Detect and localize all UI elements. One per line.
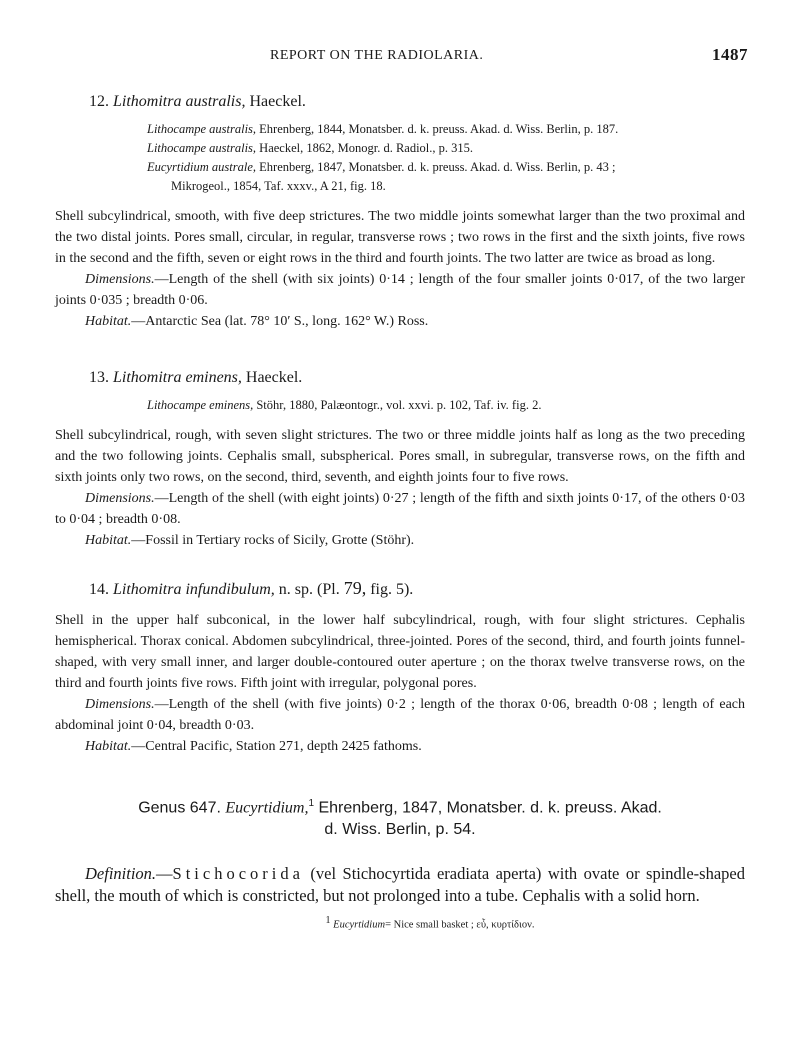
species-name: Lithomitra eminens,: [113, 369, 242, 386]
species-habitat: Habitat.—Fossil in Tertiary rocks of Sicily, Grotte (Stöhr).: [85, 533, 415, 548]
figure-ref: fig. 5).: [370, 581, 414, 598]
page-header: [270, 45, 748, 64]
synonym-line: Lithocampe australis, Ehrenberg, 1844, Monatsber. d. k. preuss. Akad. d. Wiss. Berlin, p. 187.: [147, 122, 619, 136]
genus-name: Eucyrtidium,: [225, 799, 309, 817]
footnote: $^1$ Eucyrtidium= Nice small basket ; εὖ, κυρτίδιον.: [325, 915, 535, 931]
species-description: Shell in the upper half subconical, in the lower half subcylindrical, rough, with four slight strictures. Cephalis hemispherical. Thorax conical. Abdomen subcylindrical, three-jointed. Pores of the second, third, and fourth joints funnel-shaped, with very small inner, and larger double-contoured outer aperture ; on the thorax twelve transverse rows, on the third and fourth joints five rows. Fifth joint with irregular, polygonal pores.: [55, 613, 745, 691]
species-title: 14. Lithomitra infundibulum, n. sp. (Pl. 79, fig. 5).: [89, 578, 414, 598]
species-author: Haeckel.: [249, 93, 306, 110]
species-description: Shell subcylindrical, smooth, with five deep strictures. The two middle joints somewhat larger than the two proximal and the two distal joints. Pores small, circular, in regular, transverse rows ; two rows in the first and the sixth joints, five rows in the second and the fifth, seven or eight rows in the third and fourth joints. The two latter are twice as broad as long.: [55, 209, 745, 266]
species-author: n. sp. (Pl.: [278, 581, 340, 598]
species-entry-13: [55, 368, 745, 551]
species-habitat: Habitat.—Antarctic Sea (lat. 78° 10′ S., long. 162° W.) Ross.: [85, 314, 429, 329]
species-name: Lithomitra infundibulum,: [113, 581, 275, 598]
synonym-line: Lithocampe australis, Haeckel, 1862, Monogr. d. Radiol., p. 315.: [147, 141, 474, 155]
synonym-line: Eucyrtidium australe, Ehrenberg, 1847, Monatsber. d. k. preuss. Akad. d. Wiss. Berlin, p. 43 ; Mikrogeol., 1854, Taf. xxxv., A 21, fig. 18.: [147, 160, 616, 193]
page-number: 1487: [712, 45, 748, 64]
species-entry-12: [55, 92, 745, 332]
genus-heading: Genus 647. Eucyrtidium,$^1$ Ehrenberg, 1847, Monatsber. d. k. preuss. Akad. d. Wiss. Berlin, p. 54.: [138, 798, 662, 839]
synonym-line: Lithocampe eminens, Stöhr, 1880, Palæontogr., vol. xxvi. p. 102, Taf. iv. fig. 2.: [147, 398, 542, 412]
species-title: 13. Lithomitra eminens, Haeckel.: [89, 369, 303, 386]
species-name: Lithomitra australis,: [113, 93, 246, 110]
running-title: REPORT ON THE RADIOLARIA.: [270, 48, 484, 63]
species-description: Shell subcylindrical, rough, with seven slight strictures. The two or three middle joints half as long as the two preceding and the two following joints. Cephalis small, subspherical. Pores small, in subregular, transverse rows, on the fifth and sixth joints only two rows, on the second, third, seventh, and eighth joints four to five rows.: [55, 428, 745, 485]
species-dimensions: Dimensions.—Length of the shell (with six joints) 0·14 ; length of the four smaller joints 0·017, of the two larger joints 0·035 ; breadth 0·06.: [55, 272, 745, 308]
species-dimensions: Dimensions.—Length of the shell (with eight joints) 0·27 ; length of the fifth and sixth joints 0·17, of the others 0·03 to 0·04 ; breadth 0·08.: [55, 491, 745, 527]
genus-entry: [55, 793, 745, 907]
synonymy: [147, 396, 745, 415]
plate-number: 79,: [343, 578, 367, 598]
synonymy: [147, 120, 745, 196]
species-entry-14: [55, 578, 745, 757]
species-dimensions: Dimensions.—Length of the shell (with five joints) 0·2 ; length of the thorax 0·06, breadth 0·08 ; length of each abdominal joint 0·04, breadth 0·03.: [55, 697, 745, 733]
species-title: 12. Lithomitra australis, Haeckel.: [89, 93, 306, 110]
species-habitat: Habitat.—Central Pacific, Station 271, depth 2425 fathoms.: [85, 739, 422, 754]
genus-definition: Definition.—Stichocorida (vel Stichocyrtida eradiata aperta) with ovate or spindle-shaped shell, the mouth of which is constricted, but not prolonged into a tube. Cephalis with a solid horn.: [55, 864, 745, 906]
species-author: Haeckel.: [245, 369, 303, 386]
page-body: [55, 92, 745, 931]
footnote-mark: 1: [308, 798, 315, 809]
